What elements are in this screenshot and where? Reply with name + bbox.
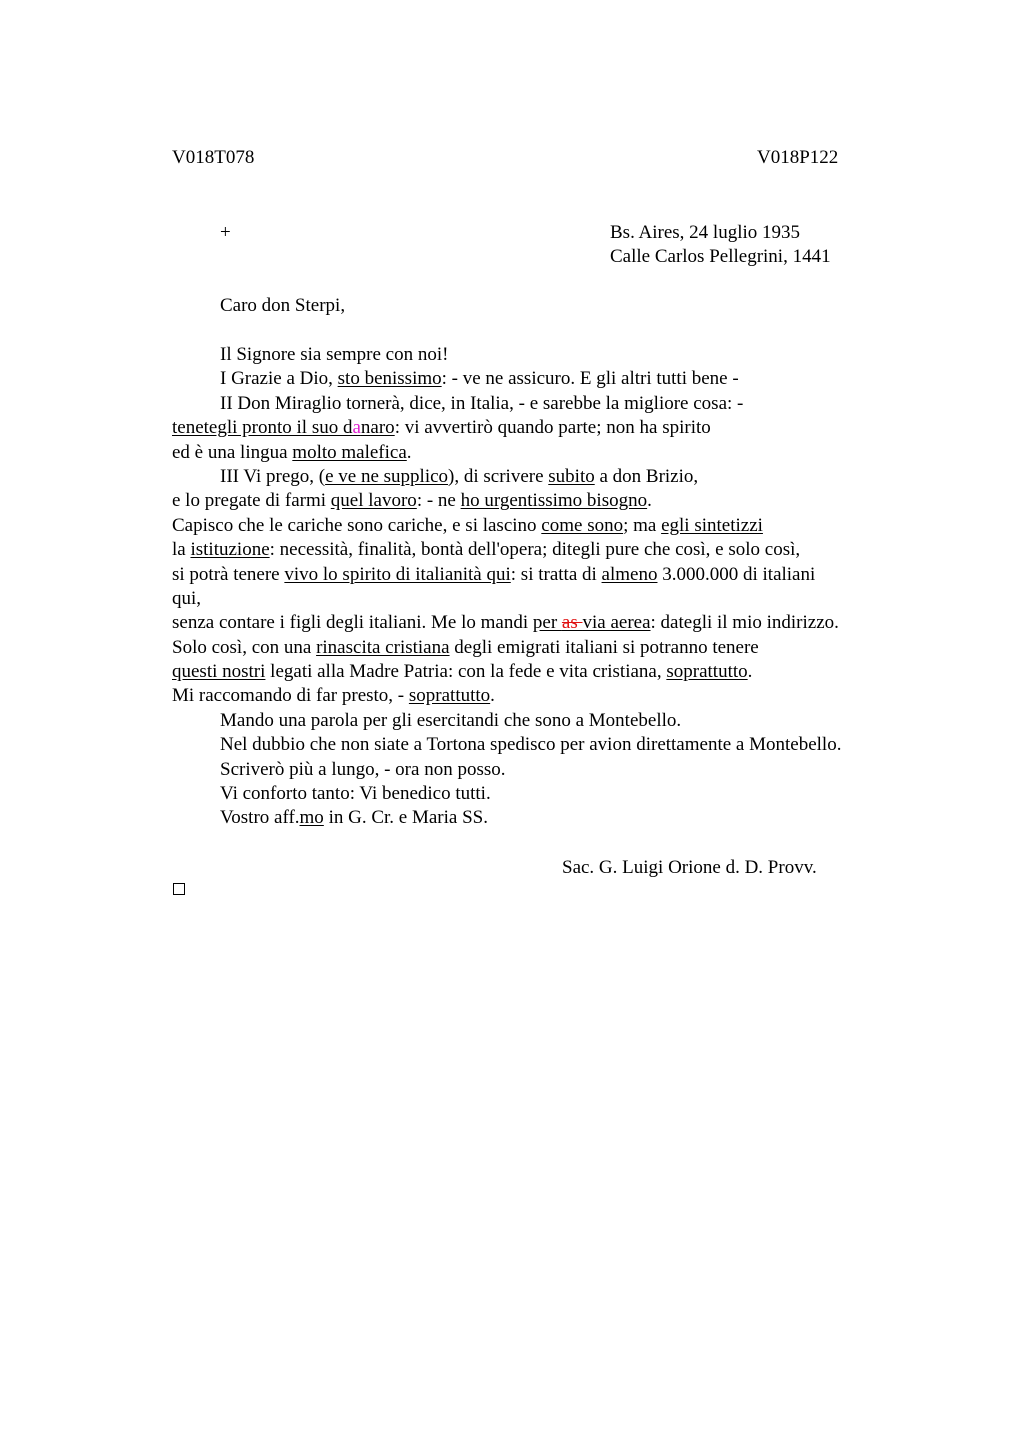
document-code-right: V018P122 bbox=[757, 147, 839, 168]
body-line: si potrà tenere vivo lo spirito di italianità qui: si tratta di almeno 3.000.000 di italiani bbox=[172, 563, 816, 585]
underlined-phrase: questi nostri bbox=[172, 661, 266, 683]
letter-body bbox=[172, 343, 932, 831]
underlined-phrase: molto malefica bbox=[292, 441, 407, 463]
underlined-phrase: come sono bbox=[541, 514, 624, 536]
body-line: ed è una lingua molto malefica. bbox=[172, 441, 412, 463]
document-code-left: V018T078 bbox=[172, 147, 255, 168]
underlined-phrase: egli sintetizzi bbox=[661, 514, 763, 536]
body-line: Nel dubbio che non siate a Tortona spedisco per avion direttamente a Montebello. bbox=[220, 734, 842, 756]
sender-address: Calle Carlos Pellegrini, 1441 bbox=[610, 246, 831, 267]
body-line: III Vi prego, (e ve ne supplico), di scrivere subito a don Brizio, bbox=[220, 465, 699, 487]
underlined-phrase: e ve ne supplico bbox=[325, 465, 449, 487]
body-line: Mando una parola per gli esercitandi che sono a Montebello. bbox=[220, 709, 682, 731]
body-line: questi nostri legati alla Madre Patria: con la fede e vita cristiana, soprattutto. bbox=[172, 661, 753, 683]
underlined-phrase: quel lavoro bbox=[330, 490, 417, 512]
deleted-word: as bbox=[561, 612, 583, 634]
body-line: Capisco che le cariche sono cariche, e si lascino come sono; ma egli sintetizzi bbox=[172, 514, 763, 536]
body-line: Solo così, con una rinascita cristiana degli emigrati italiani si potranno tenere bbox=[172, 636, 759, 658]
body-line: senza contare i figli degli italiani. Me lo mandi per as via aerea: dategli il mio indirizzo. bbox=[172, 612, 839, 634]
body-line: I Grazie a Dio, sto benissimo: - ve ne assicuro. E gli altri tutti bene - bbox=[220, 368, 739, 390]
underlined-phrase: soprattutto bbox=[408, 685, 491, 707]
body-line: Vostro aff.mo in G. Cr. e Maria SS. bbox=[220, 807, 488, 829]
body-line: Vi conforto tanto: Vi benedico tutti. bbox=[220, 783, 491, 805]
body-line: tenetegli pronto il suo danaro: vi avvertirò quando parte; non ha spirito bbox=[172, 417, 711, 439]
underlined-phrase: subito bbox=[548, 465, 595, 487]
underlined-phrase: per as via aerea bbox=[532, 612, 651, 634]
body-line: Scriverò più a lungo, - ora non posso. bbox=[220, 758, 506, 780]
underlined-phrase: tenetegli pronto il suo danaro bbox=[172, 417, 395, 439]
body-line: la istituzione: necessità, finalità, bontà dell'opera; ditegli pure che così, e solo così, bbox=[172, 539, 801, 561]
underlined-phrase: ho urgentissimo bisogno bbox=[460, 490, 648, 512]
body-line: II Don Miraglio tornerà, dice, in Italia, - e sarebbe la migliore cosa: - bbox=[220, 392, 744, 414]
underlined-phrase: istituzione bbox=[190, 539, 270, 561]
underlined-phrase: mo bbox=[299, 807, 324, 829]
underlined-phrase: almeno bbox=[601, 563, 658, 585]
body-line: Il Signore sia sempre con noi! bbox=[220, 344, 449, 365]
body-line: Mi raccomando di far presto, - soprattutto. bbox=[172, 685, 495, 707]
cross-symbol: + bbox=[220, 222, 231, 243]
body-line: e lo pregate di farmi quel lavoro: - ne ho urgentissimo bisogno. bbox=[172, 490, 652, 512]
underlined-phrase: vivo lo spirito di italianità qui bbox=[284, 563, 511, 585]
signature: Sac. G. Luigi Orione d. D. Provv. bbox=[562, 857, 817, 878]
body-line: qui, bbox=[172, 587, 202, 609]
place-date: Bs. Aires, 24 luglio 1935 bbox=[610, 222, 801, 243]
underlined-phrase: rinascita cristiana bbox=[316, 636, 450, 658]
underlined-phrase: sto benissimo bbox=[337, 368, 442, 390]
salutation: Caro don Sterpi, bbox=[220, 295, 346, 316]
inserted-letter: a bbox=[352, 417, 361, 439]
end-square-icon bbox=[173, 883, 185, 895]
underlined-phrase: soprattutto bbox=[666, 661, 748, 683]
